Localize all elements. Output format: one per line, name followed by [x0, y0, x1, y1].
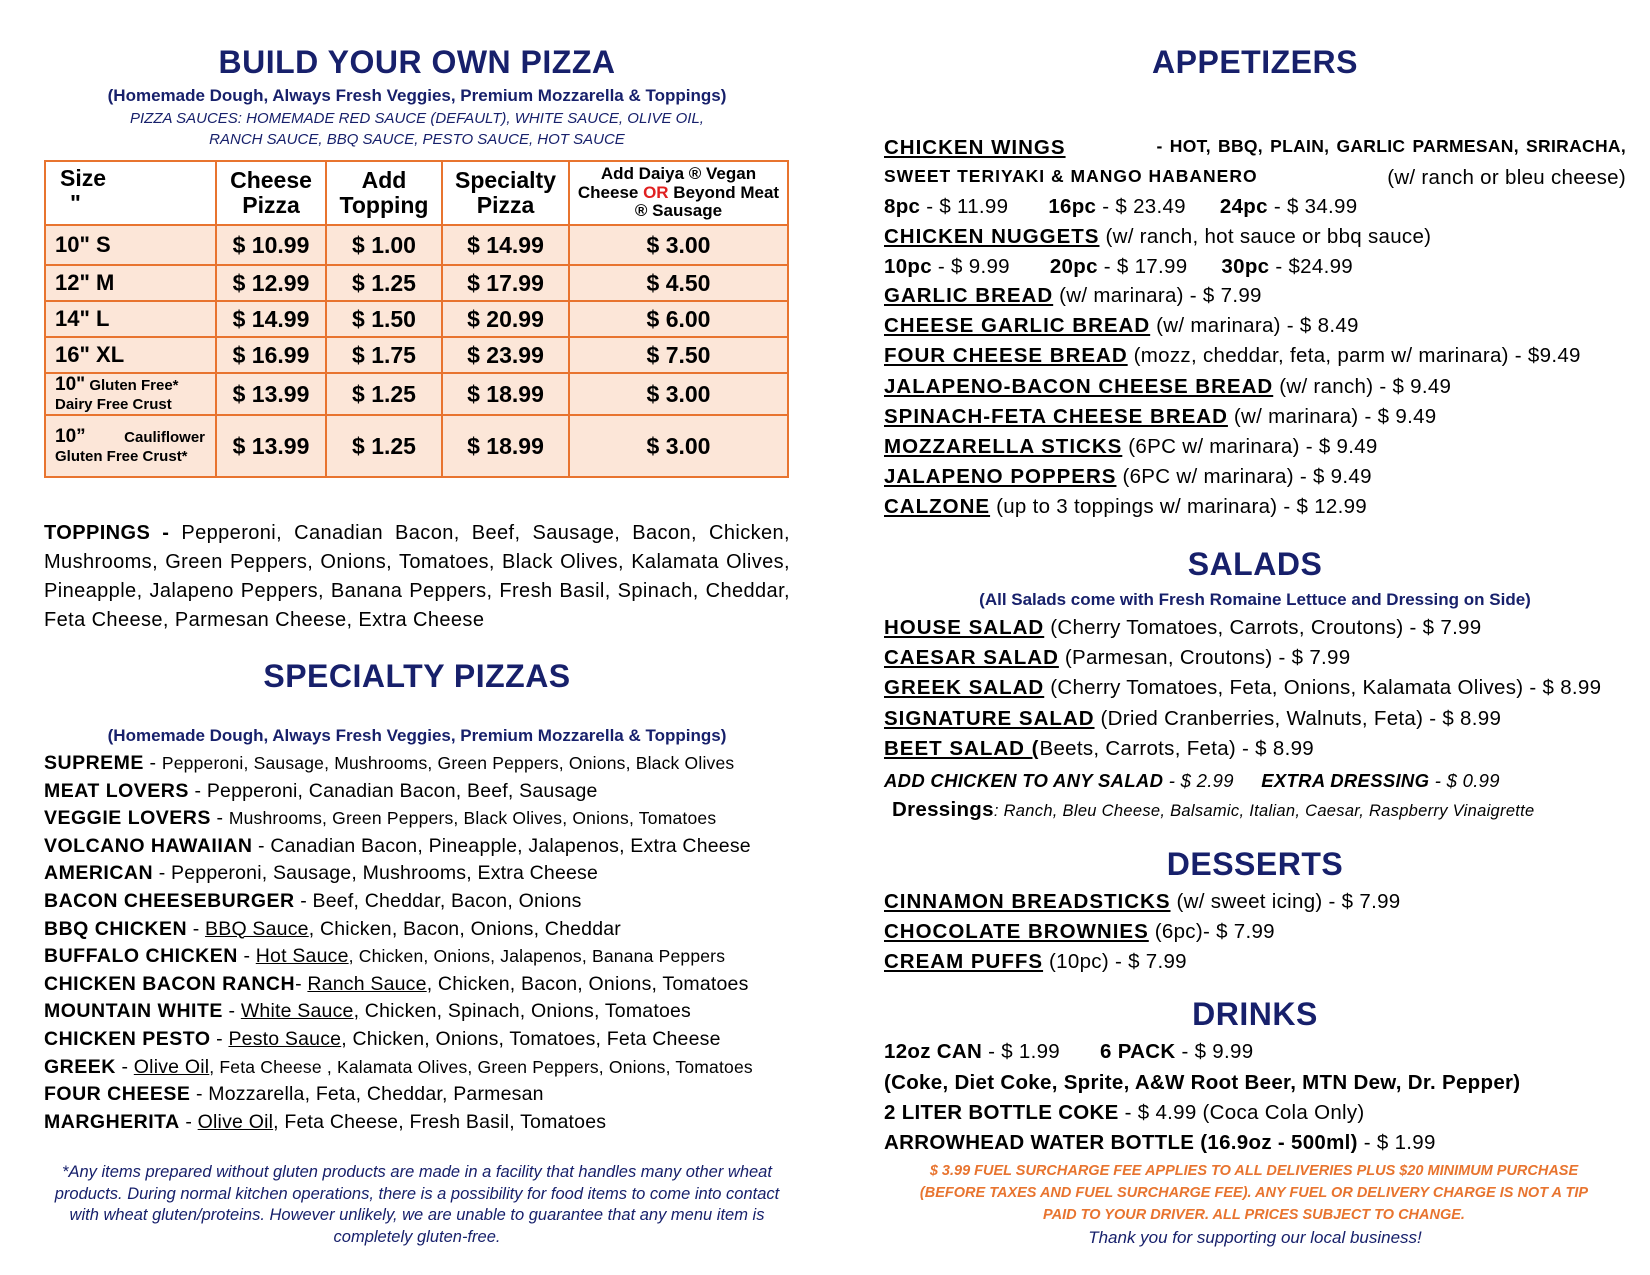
chicken-nuggets-line: CHICKEN NUGGETS (w/ ranch, hot sauce or bbq sauce) — [884, 225, 1432, 248]
specialty-pizzas-title: SPECIALTY PIZZAS — [263, 658, 571, 694]
appetizers-title: APPETIZERS — [1152, 44, 1358, 80]
salads-subtitle: (All Salads come with Fresh Romaine Lettuce and Dressing on Side) — [979, 590, 1531, 609]
dessert-item: CINNAMON BREADSTICKS (w/ sweet icing) - $ 7.99 — [884, 890, 1401, 913]
appetizer-item: GARLIC BREAD (w/ marinara) - $ 7.99 — [884, 284, 1262, 307]
dessert-item: CREAM PUFFS (10pc) - $ 7.99 — [884, 950, 1187, 974]
specialty-pizza-item: MARGHERITA - Olive Oil, Feta Cheese, Fresh Basil, Tomatoes — [44, 1110, 607, 1133]
dessert-item: CHOCOLATE BROWNIES (6pc)- $ 7.99 — [884, 920, 1275, 944]
dressings-line: Dressings: Ranch, Bleu Cheese, Balsamic, Italian, Caesar, Raspberry Vinaigrette — [892, 798, 1535, 821]
specialty-pizza-item: MOUNTAIN WHITE - White Sauce, Chicken, Spinach, Onions, Tomatoes — [44, 1000, 692, 1023]
price-row: 10" S $ 10.99 $ 1.00 $ 14.99 $ 3.00 — [45, 225, 788, 265]
chicken-wings-line: CHICKEN WINGS - HOT, BBQ, PLAIN, GARLIC PARMESAN, SRIRACHA, — [884, 136, 1626, 159]
build-pizza-subtitle: (Homemade Dough, Always Fresh Veggies, Premium Mozzarella & Toppings) — [107, 86, 727, 105]
drinks-title: DRINKS — [1192, 996, 1318, 1032]
col-vegan-header: Add Daiya ® Vegan Cheese OR Beyond Meat ® Sausage — [569, 161, 788, 225]
appetizer-item: CHEESE GARLIC BREAD (w/ marinara) - $ 8.49 — [884, 314, 1359, 338]
salad-item: CAESAR SALAD (Parmesan, Croutons) - $ 7.99 — [884, 646, 1351, 670]
price-row: 16" XL $ 16.99 $ 1.75 $ 23.99 $ 7.50 — [45, 337, 788, 373]
col-cheese-header: Cheese Pizza — [216, 161, 326, 225]
specialty-pizza-item: SUPREME - Pepperoni, Sausage, Mushrooms, Green Peppers, Onions, Black Olives — [44, 752, 735, 774]
specialty-pizza-item: AMERICAN - Pepperoni, Sausage, Mushrooms, Extra Cheese — [44, 862, 599, 885]
specialty-pizza-item: FOUR CHEESE - Mozzarella, Feta, Cheddar, Parmesan — [44, 1083, 544, 1106]
specialty-pizza-item: VOLCANO HAWAIIAN - Canadian Bacon, Pineapple, Jalapenos, Extra Cheese — [44, 834, 751, 857]
appetizer-item: SPINACH-FETA CHEESE BREAD (w/ marinara) - $ 9.49 — [884, 404, 1437, 428]
pizza-sauces-line-2: RANCH SAUCE, BBQ SAUCE, PESTO SAUCE, HOT SAUCE — [209, 131, 625, 148]
fuel-surcharge-notice: $ 3.99 FUEL SURCHARGE FEE APPLIES TO ALL DELIVERIES PLUS $20 MINIMUM PURCHASE (BEFORE TAXES AND FUEL SURCHARGE FEE). ANY FUEL OR DELIVERY CHARGE IS NOT A TIP PAID TO YOUR DRIVER. ALL PRICES SUBJECT TO CHANGE. — [919, 1163, 1589, 1223]
gluten-disclaimer: *Any items prepared without gluten products are made in a facility that handles many other wheat products. During normal kitchen operations, there is a possibility for food items to come into contact with wheat gluten/proteins. However unlikely, we are unable to guarantee that any menu item is completely gluten-free. — [54, 1163, 780, 1246]
thank-you-note: Thank you for supporting our local business! — [1088, 1228, 1422, 1247]
appetizer-item: JALAPENO-BACON CHEESE BREAD (w/ ranch) - $ 9.49 — [884, 374, 1452, 398]
salad-item: GREEK SALAD (Cherry Tomatoes, Feta, Onions, Kalamata Olives) - $ 8.99 — [884, 676, 1602, 700]
price-row: 14" L $ 14.99 $ 1.50 $ 20.99 $ 6.00 — [45, 301, 788, 337]
specialty-pizza-item: CHICKEN BACON RANCH- Ranch Sauce, Chicken, Bacon, Onions, Tomatoes — [44, 972, 749, 995]
can-pack-line: 12oz CAN - $ 1.99 6 PACK - $ 9.99 — [884, 1040, 1254, 1063]
specialty-pizza-item: GREEK - Olive Oil, Feta Cheese , Kalamata Olives, Green Peppers, Onions, Tomatoes — [44, 1055, 753, 1078]
salad-item: SIGNATURE SALAD (Dried Cranberries, Walnuts, Feta) - $ 8.99 — [884, 706, 1502, 730]
appetizer-item: MOZZARELLA STICKS (6PC w/ marinara) - $ 9.49 — [884, 435, 1378, 458]
drink-flavors: (Coke, Diet Coke, Sprite, A&W Root Beer, MTN Dew, Dr. Pepper) — [884, 1071, 1521, 1094]
col-add-topping-header: Add Topping — [326, 161, 442, 225]
col-specialty-header: Specialty Pizza — [442, 161, 569, 225]
pizza-sauces-line-1: PIZZA SAUCES: HOMEMADE RED SAUCE (DEFAULT), WHITE SAUCE, OLIVE OIL, — [130, 110, 704, 127]
appetizer-item: FOUR CHEESE BREAD (mozz, cheddar, feta, parm w/ marinara) - $9.49 — [884, 344, 1581, 368]
specialty-pizza-item: MEAT LOVERS - Pepperoni, Canadian Bacon, Beef, Sausage — [44, 779, 598, 802]
chicken-wings-flavors-line: SWEET TERIYAKI & MANGO HABANERO (w/ ranch or bleu cheese) — [884, 166, 1626, 189]
price-row-cauliflower: 10” Cauliflower Gluten Free Crust* $ 13.99 $ 1.25 $ 18.99 $ 3.00 — [45, 415, 788, 477]
build-pizza-title: BUILD YOUR OWN PIZZA — [218, 44, 616, 80]
chicken-nuggets-prices: 10pc - $ 9.99 20pc - $ 17.99 30pc - $24.99 — [884, 255, 1353, 278]
appetizer-item: CALZONE (up to 3 toppings w/ marinara) - $ 12.99 — [884, 495, 1368, 519]
two-liter-line: 2 LITER BOTTLE COKE - $ 4.99 (Coca Cola Only) — [884, 1101, 1365, 1124]
specialty-pizza-item: BUFFALO CHICKEN - Hot Sauce, Chicken, Onions, Jalapenos, Banana Peppers — [44, 945, 726, 968]
specialty-pizzas-subtitle: (Homemade Dough, Always Fresh Veggies, Premium Mozzarella & Toppings) — [107, 726, 727, 745]
chicken-wings-prices: 8pc - $ 11.99 16pc - $ 23.49 24pc - $ 34.99 — [884, 195, 1358, 218]
specialty-pizza-item: BACON CHEESEBURGER - Beef, Cheddar, Bacon, Onions — [44, 890, 582, 912]
appetizer-item: JALAPENO POPPERS (6PC w/ marinara) - $ 9.49 — [884, 465, 1372, 489]
price-row: 12" M $ 12.99 $ 1.25 $ 17.99 $ 4.50 — [45, 265, 788, 301]
water-line: ARROWHEAD WATER BOTTLE (16.9oz - 500ml) - $ 1.99 — [884, 1131, 1436, 1154]
col-size-header: Size " — [45, 161, 216, 225]
salad-item: HOUSE SALAD (Cherry Tomatoes, Carrots, Croutons) - $ 7.99 — [884, 616, 1482, 639]
price-row-gluten-free: 10" Gluten Free* Dairy Free Crust $ 13.99 $ 1.25 $ 18.99 $ 3.00 — [45, 373, 788, 415]
salad-addons: ADD CHICKEN TO ANY SALAD - $ 2.99 EXTRA DRESSING - $ 0.99 — [884, 770, 1500, 791]
toppings-list: TOPPINGS - Pepperoni, Canadian Bacon, Beef, Sausage, Bacon, Chicken, Mushrooms, Green Peppers, Onions, Tomatoes, Black Olives, Kalamata Olives, Pineapple, Jalapeno Peppers, Banana Peppers, Fresh Basil, Spinach, Cheddar, Feta Cheese, Parmesan Cheese, Extra Cheese — [44, 522, 790, 631]
specialty-pizza-item: VEGGIE LOVERS - Mushrooms, Green Peppers, Black Olives, Onions, Tomatoes — [44, 807, 717, 830]
pizza-price-table — [44, 160, 789, 478]
desserts-title: DESSERTS — [1166, 846, 1344, 882]
specialty-pizza-item: CHICKEN PESTO - Pesto Sauce, Chicken, Onions, Tomatoes, Feta Cheese — [44, 1028, 721, 1050]
salad-item: BEET SALAD (Beets, Carrots, Feta) - $ 8.99 — [884, 736, 1314, 760]
specialty-pizza-item: BBQ CHICKEN - BBQ Sauce, Chicken, Bacon, Onions, Cheddar — [44, 917, 622, 940]
salads-title: SALADS — [1187, 546, 1323, 582]
